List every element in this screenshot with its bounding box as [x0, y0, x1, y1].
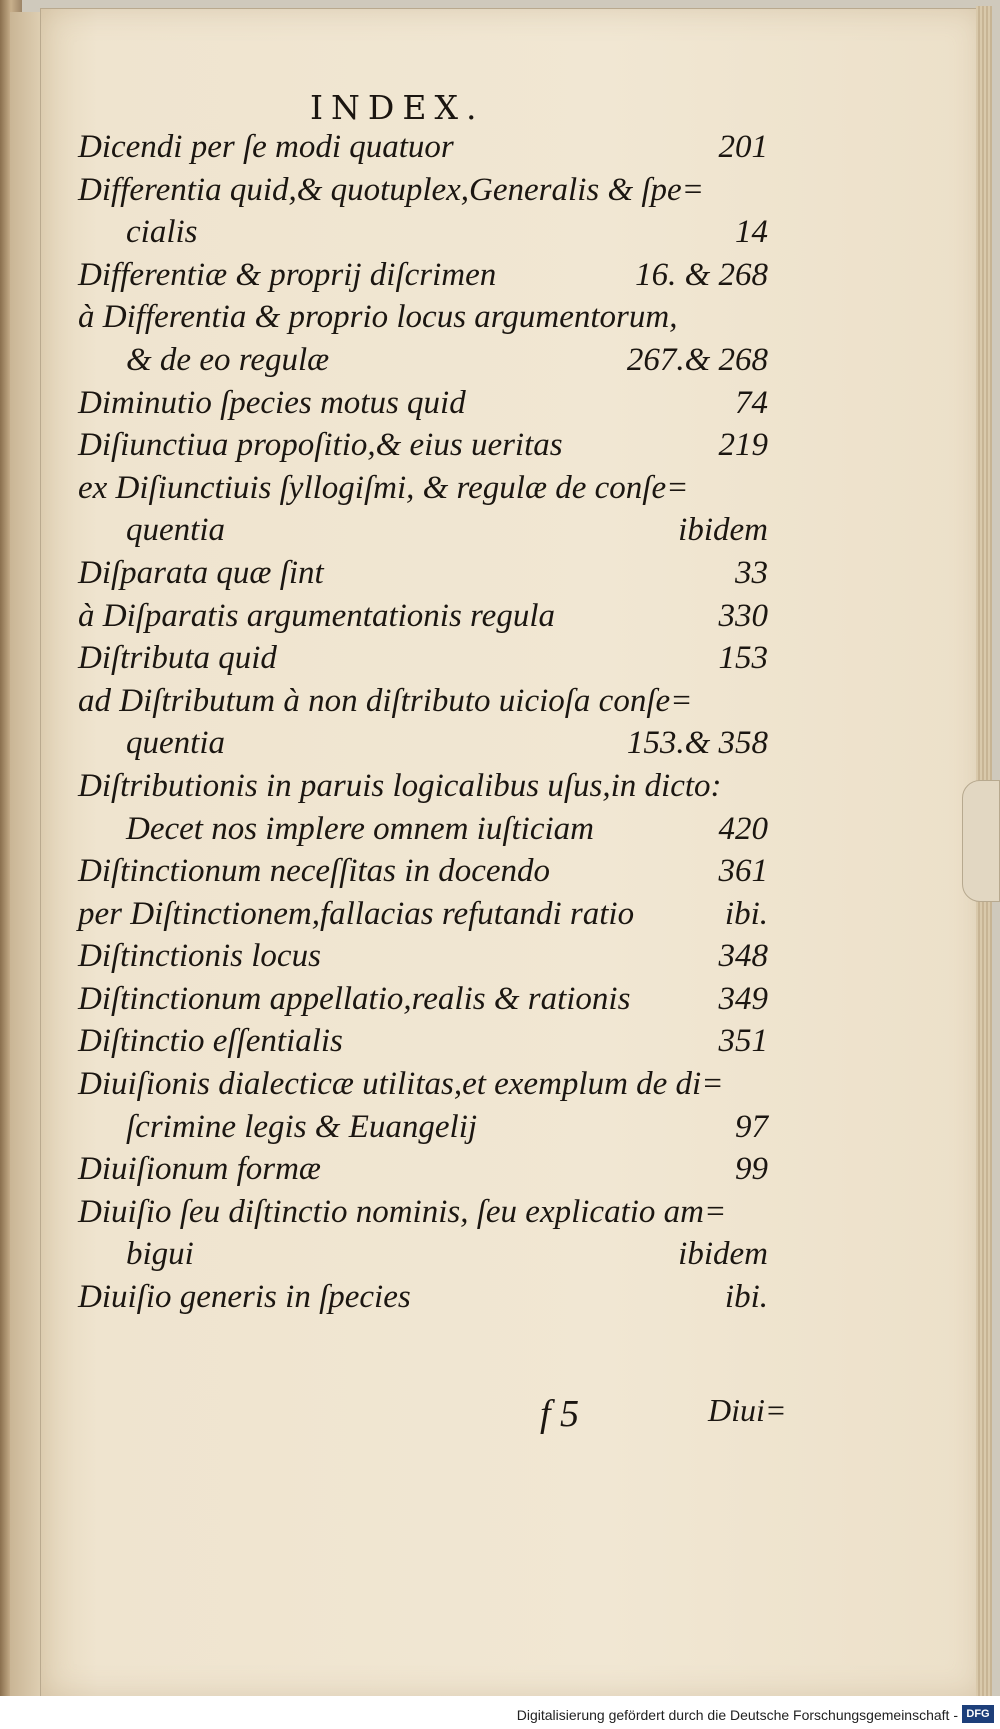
index-line — [78, 1191, 768, 1234]
index-page-ref: 16. & 268 — [635, 256, 768, 293]
index-line — [78, 1020, 768, 1063]
index-entry-text: Diſtinctionum neceſſitas in docendo — [78, 853, 550, 890]
index-line — [78, 1276, 768, 1319]
catchword: Diui= — [708, 1392, 787, 1428]
index-line — [78, 509, 768, 552]
index-page-ref: ibidem — [678, 1236, 768, 1273]
index-line — [78, 850, 768, 893]
index-line — [78, 722, 768, 765]
index-entry-text: bigui — [126, 1236, 194, 1273]
index-entry-text: Diſiunctiua propoſitio,& eius ueritas — [78, 427, 563, 464]
index-entry-text: Diuiſionis dialecticæ utilitas,et exemplum de di= — [78, 1066, 724, 1103]
index-page-ref: 201 — [718, 129, 768, 165]
index-entry-text: Diſtributionis in paruis logicalibus uſus,in dicto: — [78, 767, 722, 804]
index-page-ref: 14 — [735, 214, 768, 251]
index-line — [78, 893, 768, 936]
index-entry-text: Diſtinctionum appellatio,realis & rationis — [78, 980, 631, 1017]
index-line — [78, 1063, 768, 1106]
index-entry-text: & de eo regulæ — [126, 341, 330, 378]
digitization-credit: Digitalisierung gefördert durch die Deutsche Forschungsgemeinschaft - — [516, 1707, 958, 1723]
index-entry-text: per Diſtinctionem,fallacias refutandi ratio — [78, 895, 635, 932]
dfg-logo: DFG — [962, 1705, 994, 1723]
index-line — [78, 211, 768, 254]
index-entry-text: à Diſparatis argumentationis regula — [78, 597, 555, 634]
index-page-ref: ibi. — [724, 895, 768, 932]
index-entry-text: Dicendi per ſe modi quatuor — [78, 129, 454, 165]
index-page-ref: 349 — [718, 980, 768, 1017]
index-line — [78, 935, 768, 978]
index-entry-text: Decet nos implere omnem iuſticiam — [126, 810, 594, 847]
index-line — [78, 552, 768, 595]
book-clasp — [962, 780, 1000, 902]
index-line — [78, 1148, 768, 1191]
index-page-ref: ibi. — [724, 1279, 768, 1316]
index-entry-text: Diſtributa quid — [78, 640, 277, 677]
index-page-ref: 361 — [718, 853, 768, 890]
index-entry-text: quentia — [126, 512, 225, 549]
index-entries — [78, 126, 768, 1319]
index-page-ref: 330 — [718, 597, 768, 634]
index-entry-text: Diuiſio ſeu diſtinctio nominis, ſeu explicatio am= — [78, 1193, 727, 1230]
index-line — [78, 1233, 768, 1276]
index-page-ref: 74 — [735, 384, 768, 421]
index-entry-text: quentia — [126, 725, 225, 762]
index-entry-text: cialis — [126, 214, 198, 251]
index-line — [78, 808, 768, 851]
index-entry-text: Diſtinctionis locus — [78, 938, 321, 975]
index-line — [78, 467, 768, 510]
index-line — [78, 169, 768, 212]
index-line — [78, 680, 768, 723]
index-entry-text: Diſparata quæ ſint — [78, 554, 324, 591]
index-entry-text: Diminutio ſpecies motus quid — [78, 384, 466, 421]
index-line — [78, 595, 768, 638]
index-page-ref: 153.& 358 — [626, 725, 768, 762]
index-page-ref: 267.& 268 — [626, 341, 768, 378]
index-page-ref: 33 — [735, 554, 768, 591]
index-line — [78, 637, 768, 680]
index-page-ref: 348 — [718, 938, 768, 975]
index-line — [78, 339, 768, 382]
signature-mark: f 5 — [540, 1393, 580, 1435]
index-line — [78, 296, 768, 339]
index-page-ref: 99 — [735, 1151, 768, 1188]
index-page-ref: 97 — [735, 1108, 768, 1145]
index-entry-text: Diuiſionum formæ — [78, 1151, 321, 1188]
index-line — [78, 254, 768, 297]
index-entry-text: à Differentia & proprio locus argumentorum, — [78, 299, 678, 336]
index-page-ref: 420 — [718, 810, 768, 847]
index-page-ref: 351 — [718, 1023, 768, 1060]
index-line — [78, 126, 768, 169]
index-entry-text: Diuiſio generis in ſpecies — [78, 1279, 411, 1316]
index-line — [78, 382, 768, 425]
index-page-ref: 219 — [718, 427, 768, 464]
index-entry-text: ex Diſiunctiuis ſyllogiſmi, & regulæ de conſe= — [78, 469, 689, 506]
index-line — [78, 978, 768, 1021]
index-entry-text: Differentia quid,& quotuplex,Generalis & ſpe= — [78, 171, 704, 208]
index-entry-text: ſcrimine legis & Euangelij — [126, 1108, 478, 1145]
page-header: INDEX. — [310, 88, 485, 127]
index-page-ref: ibidem — [678, 512, 768, 549]
index-line — [78, 424, 768, 467]
index-entry-text: Diſtinctio eſſentialis — [78, 1023, 343, 1060]
index-line — [78, 1106, 768, 1149]
index-line — [78, 765, 768, 808]
index-entry-text: Differentiæ & proprij diſcrimen — [78, 256, 497, 293]
index-entry-text: ad Diſtributum à non diſtributo uicioſa conſe= — [78, 682, 693, 719]
index-page-ref: 153 — [718, 640, 768, 677]
